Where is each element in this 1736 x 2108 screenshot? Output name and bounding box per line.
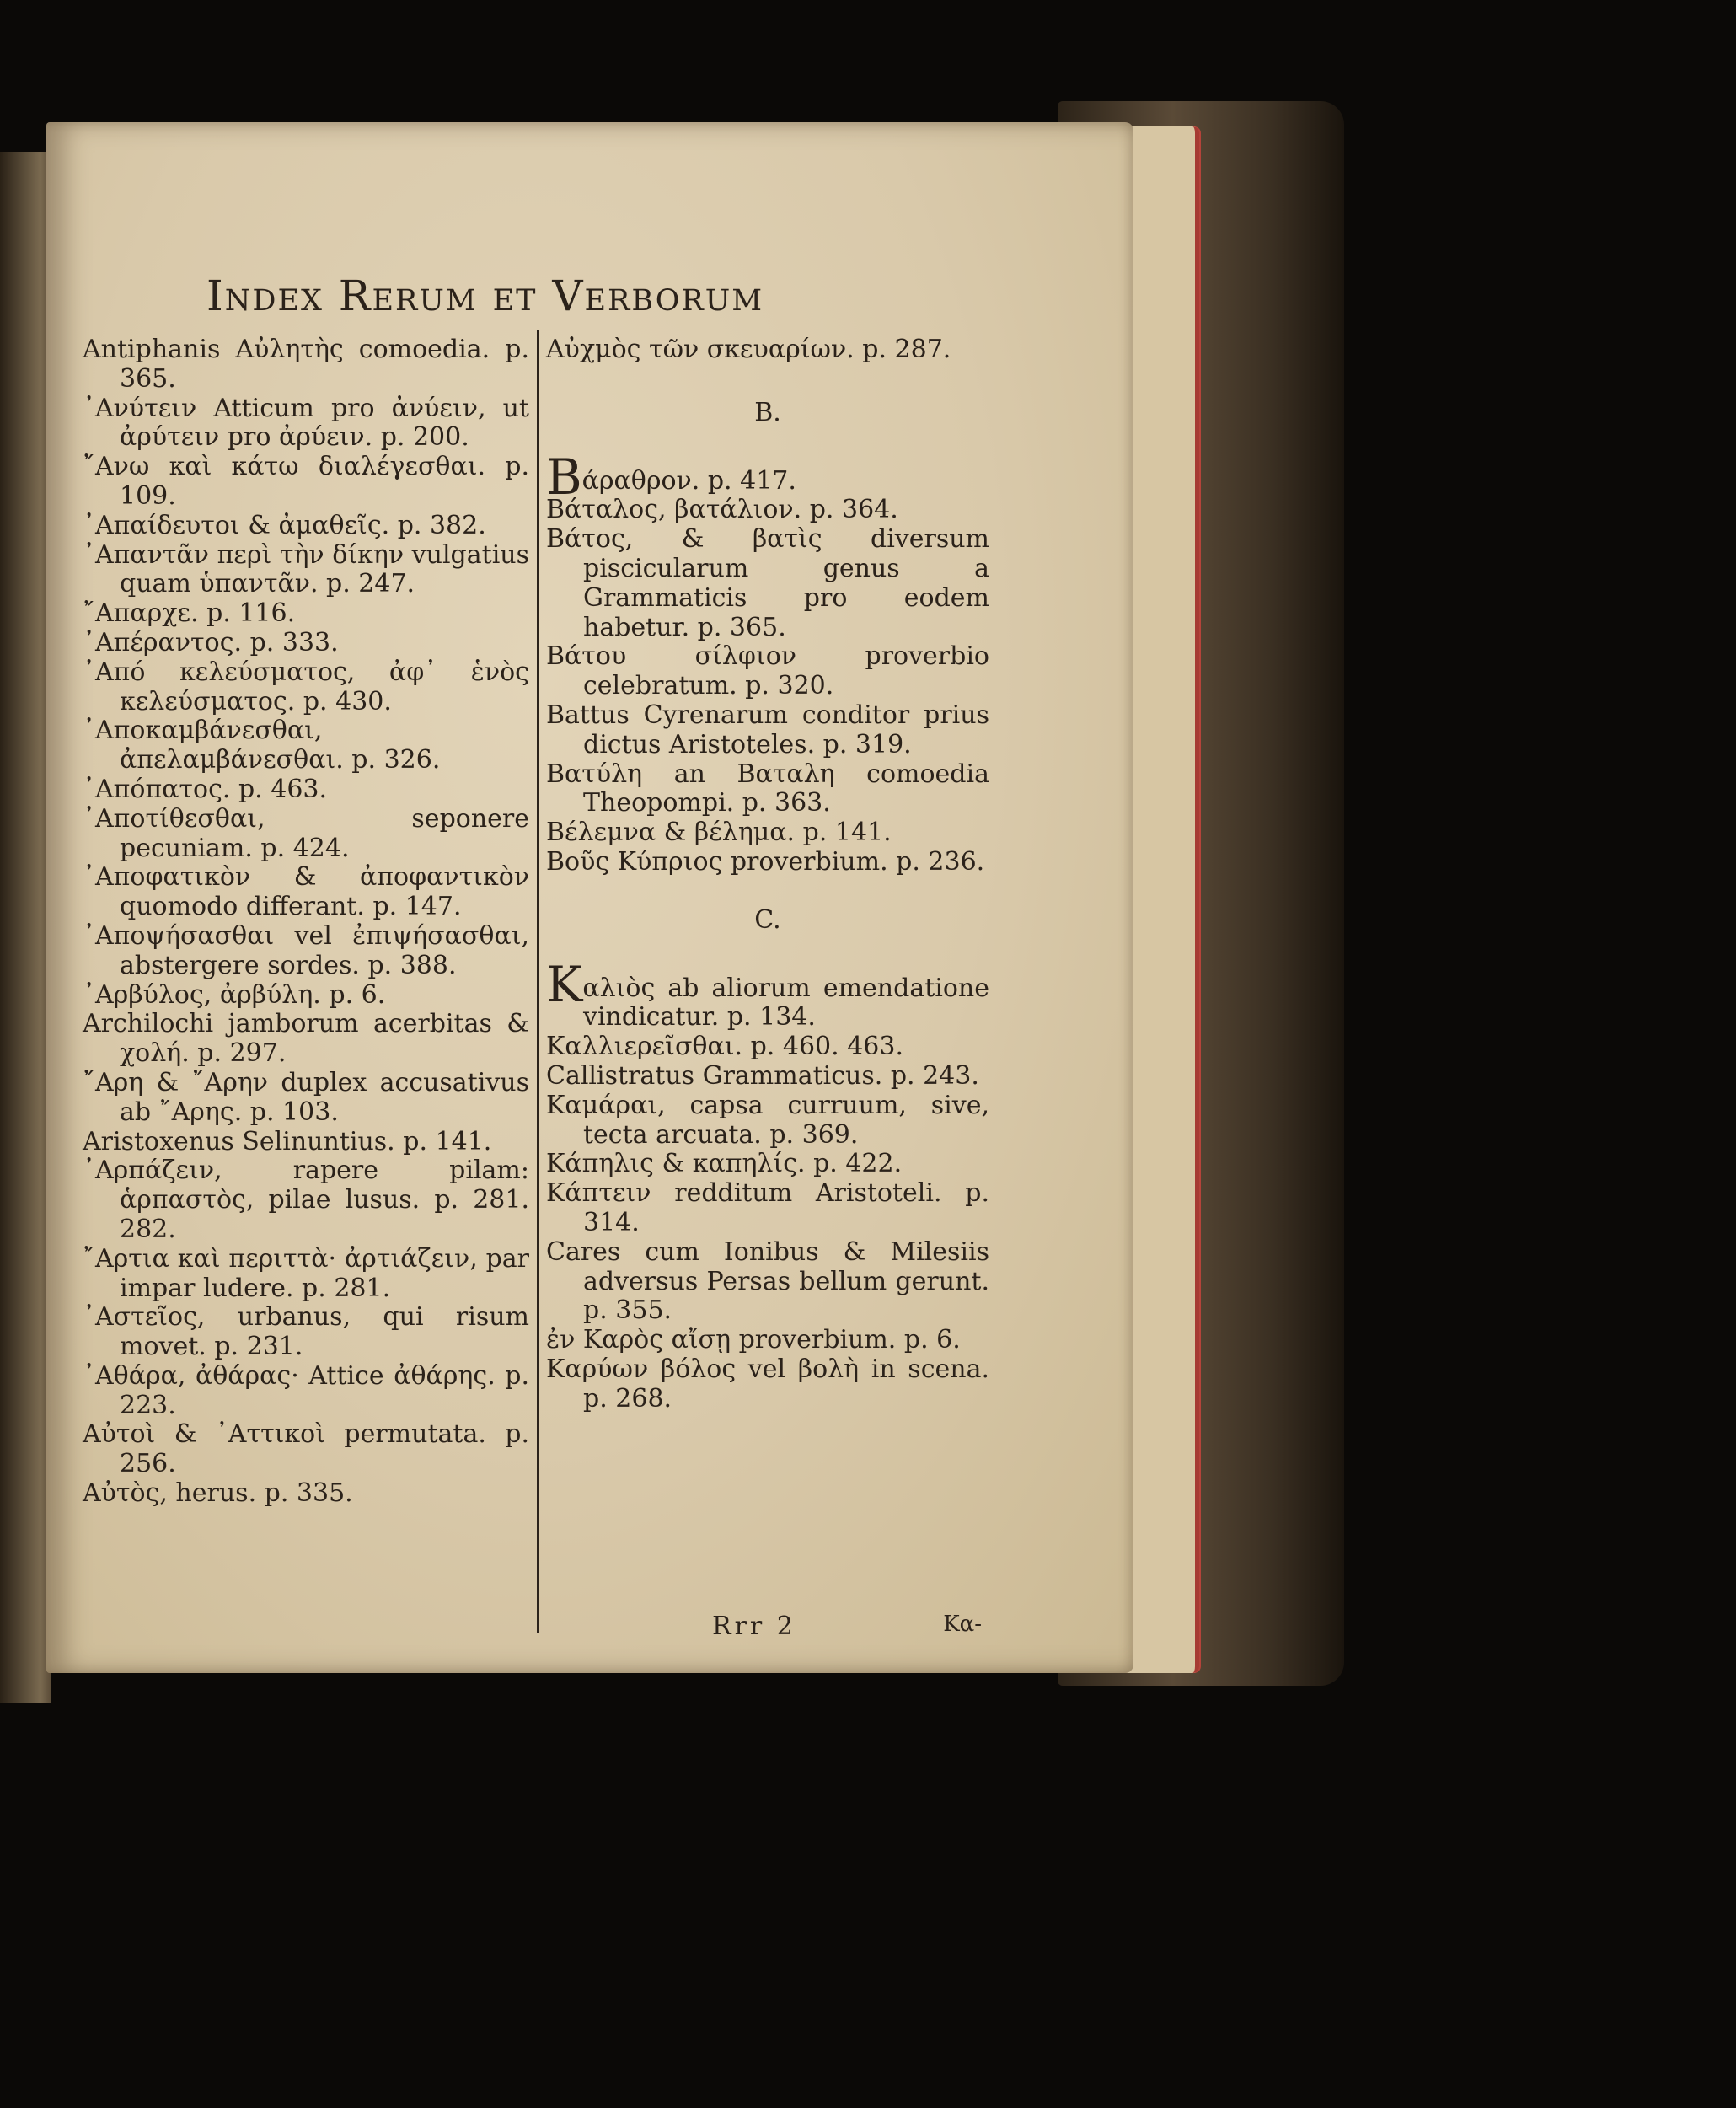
index-entry: Βάτου σίλφιον proverbio celebratum. p. 320.: [546, 641, 989, 701]
index-entry: Καμάραι, capsa curruum, sive, tecta arcuata. p. 369.: [546, 1090, 989, 1150]
drop-initial: B: [546, 448, 582, 506]
index-entry: ῎Αρτια καὶ περιττὰ· ἀρτιάζειν, par impar ludere. p. 281.: [83, 1243, 529, 1303]
page-edge: [1128, 126, 1199, 1673]
index-entry: Cares cum Ionibus & Milesiis adversus Persas bellum gerunt. p. 355.: [546, 1236, 989, 1326]
index-entry: Βατύλη an Βαταλη comoedia Theopompi. p. 363.: [546, 759, 989, 818]
section-heading-c: C.: [754, 904, 781, 935]
column-divider: [537, 330, 539, 1633]
index-entry: [546, 448, 989, 506]
index-entry: ῎Απαρχε. p. 116.: [83, 598, 296, 629]
section-heading-b: B.: [754, 397, 781, 427]
index-entry: Βάτος, & βατὶς diversum piscicularum genus a Grammaticis pro eodem habetur. p. 365.: [546, 524, 989, 642]
drop-initial: K: [546, 955, 583, 1013]
index-entry: Βέλεμνα & βέλημα. p. 141.: [546, 818, 892, 848]
index-entry: ᾿Απαντᾶν περὶ τὴν δίκην vulgatius quam ὑπαντᾶν. p. 247.: [83, 539, 529, 599]
index-entry-text: άραθρον. p. 417.: [581, 465, 796, 496]
index-entry: ᾿Αθάρα, ἀθάρας· Attice ἀθάρης. p. 223.: [83, 1360, 529, 1420]
index-entry: ᾿Αποψήσασθαι vel ἐπιψήσασθαι, abstergere sordes. p. 388.: [83, 920, 529, 980]
index-entry-text: αλιὸς ab aliorum emendatione vindicatur. p. 134.: [582, 973, 989, 1033]
left-column: [83, 335, 529, 1509]
index-entry: ᾿Ανύτειν Atticum pro ἀνύειν, ut ἀρύτειν pro ἀρύειν. p. 200.: [83, 393, 529, 453]
index-entry: Βοῦς Κύπριος proverbium. p. 236.: [546, 846, 985, 877]
index-entry: Αὐχμὸς τῶν σκευαρίων. p. 287.: [546, 335, 951, 364]
index-entry: Αὐτὸς, herus. p. 335.: [83, 1478, 353, 1509]
index-entry: Archilochi jamborum acerbitas & χολή. p. 297.: [83, 1009, 529, 1069]
index-entry: ᾿Απαίδευτοι & ἀμαθεῖς. p. 382.: [83, 510, 486, 540]
index-entry: Κάπτειν redditum Aristoteli. p. 314.: [546, 1178, 989, 1237]
index-entry: ᾿Απόπατος. p. 463.: [83, 774, 328, 804]
index-entry: ῎Ανω καὶ κάτω διαλέγεσθαι. p. 109.: [83, 452, 529, 511]
index-entry: Callistratus Grammaticus. p. 243.: [546, 1060, 979, 1091]
signature-mark: Rrr 2: [712, 1612, 796, 1641]
index-entry: ᾿Αρβύλος, ἀρβύλη. p. 6.: [83, 979, 386, 1010]
right-column: [546, 335, 989, 1414]
index-entry: ᾿Από κελεύσματος, ἀφ᾿ ἑνὸς κελεύσματος. p. 430.: [83, 657, 529, 716]
index-entry: ᾿Απέραντος. p. 333.: [83, 627, 339, 657]
index-entry: Καρύων βόλος vel βολὴ in scena. p. 268.: [546, 1354, 989, 1413]
index-entry: [546, 955, 989, 1033]
index-entry: ᾿Αρπάζειν, rapere pilam: ἁρπαστὸς, pilae lusus. p. 281. 282.: [83, 1156, 529, 1244]
page-title: Index Rerum et Verborum: [206, 271, 764, 320]
index-entry: Κάπηλις & καπηλίς. p. 422.: [546, 1149, 903, 1179]
index-entry: ᾿Αποκαμβάνεσθαι, ἀπελαμβάνεσθαι. p. 326.: [83, 716, 441, 775]
index-entry: Αὐτοὶ & ᾿Αττικοὶ permutata. p. 256.: [83, 1419, 529, 1479]
facing-page-edge: [0, 152, 51, 1703]
catchword: Κα-: [943, 1612, 982, 1637]
index-entry: Antiphanis Αὐλητὴς comoedia. p. 365.: [83, 335, 529, 394]
page-footer: [712, 1612, 982, 1641]
index-entry: ᾿Αποτίθεσθαι, seponere pecuniam. p. 424.: [83, 803, 529, 863]
index-entry: Battus Cyrenarum conditor prius dictus Aristoteles. p. 319.: [546, 700, 989, 759]
index-entry: Βάταλος, βατάλιον. p. 364.: [546, 495, 898, 525]
index-entry: ῎Αρη & ῎Αρην duplex accusativus ab ῎Αρης. p. 103.: [83, 1067, 529, 1127]
index-entry: ᾿Αστεῖος, urbanus, qui risum movet. p. 231.: [83, 1302, 529, 1362]
index-entry: ᾿Αποφατικὸν & ἀποφαντικὸν quomodo differant. p. 147.: [83, 862, 529, 922]
index-entry: ἐν Καρὸς αἴσῃ proverbium. p. 6.: [546, 1325, 961, 1355]
index-entry: Aristoxenus Selinuntius. p. 141.: [83, 1126, 492, 1156]
index-entry: Καλλιερεῖσθαι. p. 460. 463.: [546, 1032, 903, 1062]
